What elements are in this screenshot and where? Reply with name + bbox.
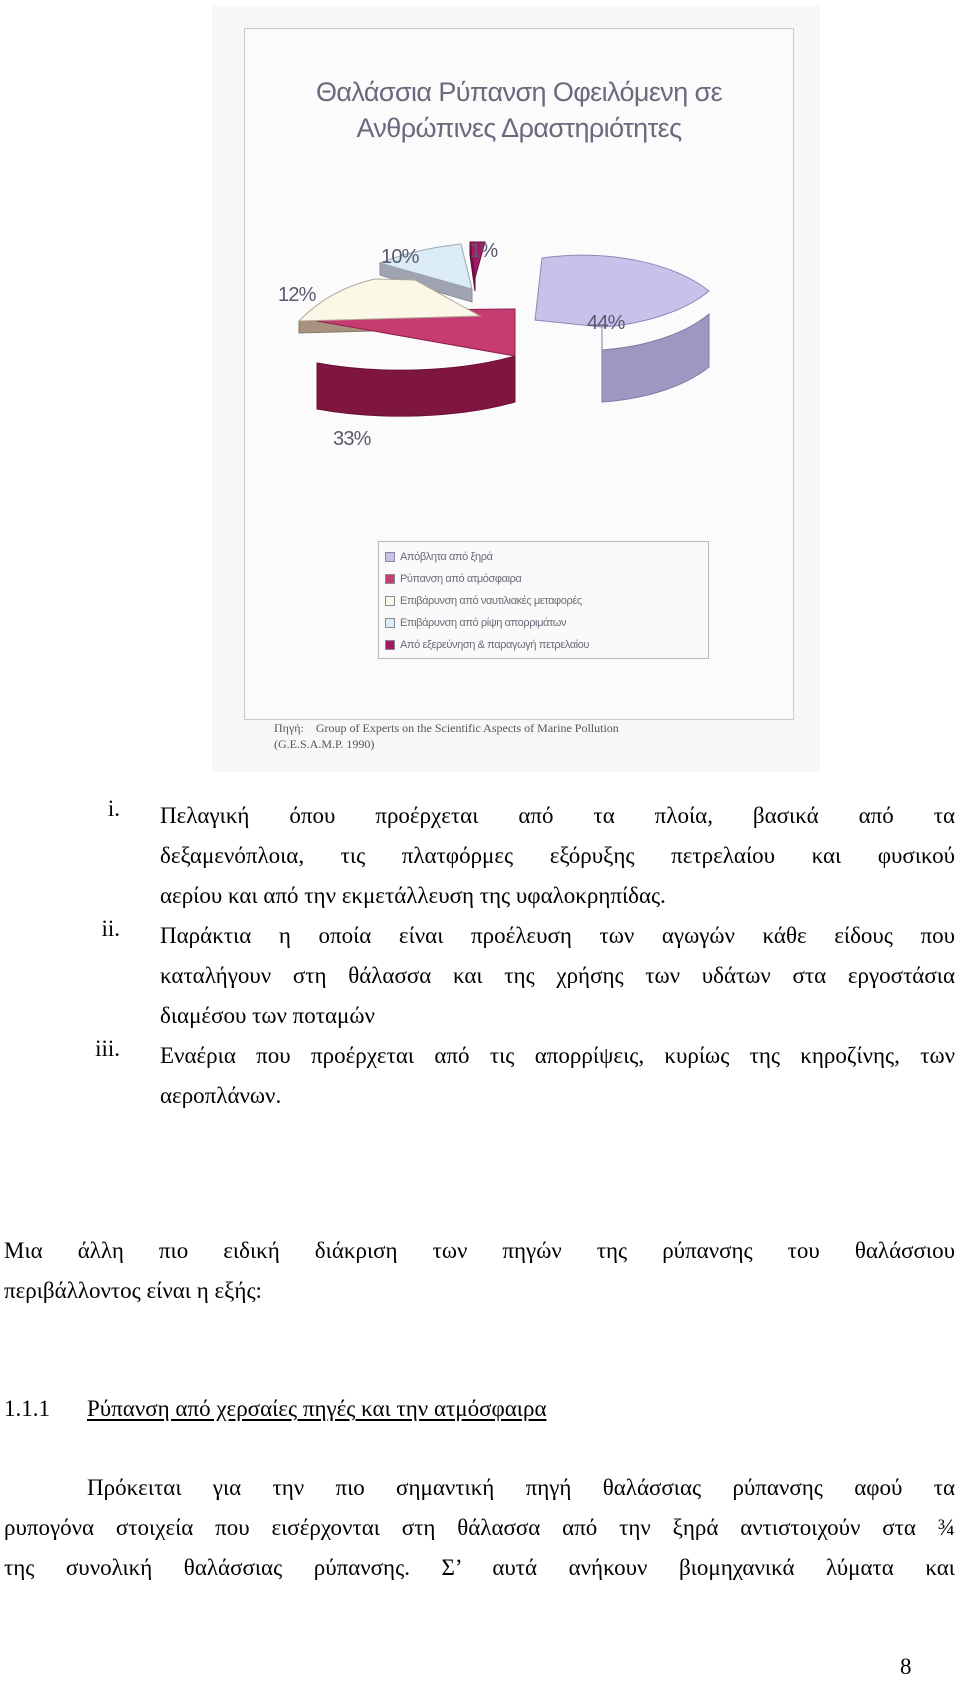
legend-label: Απόβλητα από ξηρά xyxy=(400,551,493,563)
chart-legend xyxy=(378,541,709,659)
text-line: Πελαγική όπου προέρχεται από τα πλοία, βασικά από τα xyxy=(160,803,955,828)
list-item-1 xyxy=(160,796,955,916)
text-line: διαμέσου των ποταμών xyxy=(160,1003,375,1028)
legend-item xyxy=(385,636,589,654)
chart-title-line2: Ανθρώπινες Δραστηριότητες xyxy=(356,113,682,143)
source-line1: Group of Experts on the Scientific Aspects of Marine Pollution xyxy=(315,721,619,735)
value-label-oil: 1% xyxy=(470,240,498,262)
text-line: της συνολική θαλάσσιας ρύπανσης. Σ’ αυτά ανήκουν βιομηχανικά λύματα και xyxy=(4,1555,955,1580)
pie-chart xyxy=(245,21,793,521)
legend-swatch xyxy=(385,618,395,628)
legend-swatch xyxy=(385,552,395,562)
text-line: Πρόκειται για την πιο σημαντική πηγή θαλάσσιας ρύπανσης αφού τα xyxy=(87,1475,955,1500)
text-line: Μια άλλη πιο ειδική διάκριση των πηγών της ρύπανσης του θαλάσσιου xyxy=(4,1238,955,1263)
text-line: αερίου και από την εκμετάλλευση της υφαλοκρηπίδας. xyxy=(160,883,666,908)
page-number: 8 xyxy=(900,1654,912,1679)
legend-label: Επιβάρυνση από ναυτιλιακές μεταφορές xyxy=(400,595,582,607)
source-label: Πηγή: xyxy=(274,721,304,735)
value-label-land: 44% xyxy=(587,312,625,334)
value-label-shipping: 12% xyxy=(278,284,316,306)
value-label-atmosphere: 33% xyxy=(333,428,371,450)
legend-item xyxy=(385,614,566,632)
pie-chart-figure xyxy=(212,6,820,772)
text-line: καταλήγουν στη θάλασσα και της χρήσης των υδάτων στα εργοστάσια xyxy=(160,963,955,988)
section-heading: Ρύπανση από χερσαίες πηγές και την ατμόσφαιρα xyxy=(87,1396,547,1421)
list-marker: ii. xyxy=(101,916,120,941)
chart-title-line1: Θαλάσσια Ρύπανση Οφειλόμενη σε xyxy=(315,77,723,107)
list-marker: i. xyxy=(107,796,120,821)
slice-side-atmosphere xyxy=(317,356,515,416)
legend-item xyxy=(385,592,582,610)
legend-swatch xyxy=(385,574,395,584)
text-line: ρυπογόνα στοιχεία που εισέρχονται στη θάλασσα από την ξηρά αντιστοιχούν στα ¾ xyxy=(4,1515,955,1540)
text-line: Παράκτια η οποία είναι προέλευση των αγωγών κάθε είδους που xyxy=(160,923,955,948)
text-line: αεροπλάνων. xyxy=(160,1083,282,1108)
section-number: 1.1.1 xyxy=(4,1396,50,1421)
chart-frame xyxy=(244,28,794,720)
chart-source xyxy=(274,720,794,752)
legend-swatch xyxy=(385,640,395,650)
legend-label: Επιβάρυνση από ρίψη απορριμάτων xyxy=(400,617,567,629)
list-item-2 xyxy=(160,916,955,1036)
legend-item xyxy=(385,548,493,566)
text-line: Εναέρια που προέρχεται από τις απορρίψεις, κυρίως της κηροζίνης, των xyxy=(160,1043,955,1068)
value-label-dumping: 10% xyxy=(381,246,419,268)
list-marker: iii. xyxy=(95,1036,120,1061)
legend-item xyxy=(385,570,521,588)
legend-label: Ρύπανση από ατμόσφαιρα xyxy=(400,573,522,585)
list-item-3 xyxy=(160,1036,955,1116)
paragraph-land-sources xyxy=(4,1468,955,1588)
source-line2: (G.E.S.A.M.P. 1990) xyxy=(274,737,375,751)
text-line: περιβάλλοντος είναι η εξής: xyxy=(4,1278,262,1303)
legend-swatch xyxy=(385,596,395,606)
paragraph-sources xyxy=(4,1231,955,1311)
text-line: δεξαμενόπλοια, τις πλατφόρμες εξόρυξης πετρελαίου και φυσικού xyxy=(160,843,955,868)
legend-label: Από εξερεύνηση & παραγωγή πετρελαίου xyxy=(400,639,590,651)
